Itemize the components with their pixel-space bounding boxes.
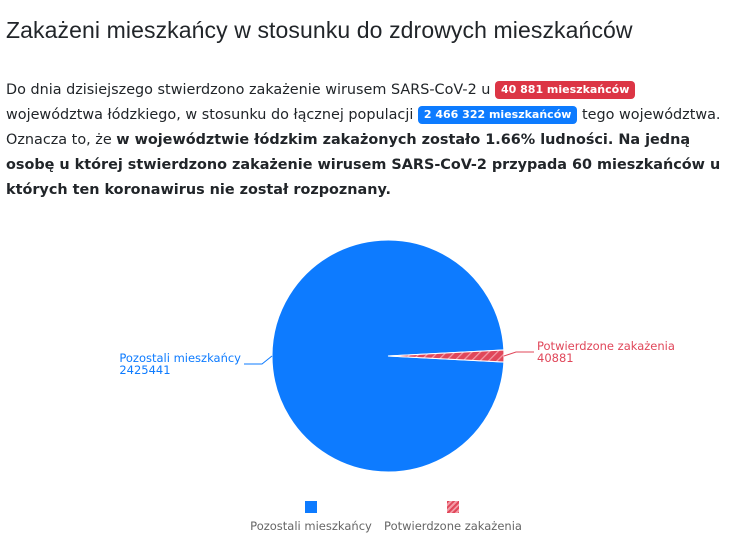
- callout-line-0: [244, 356, 272, 364]
- page-title: Zakażeni mieszkańcy w stosunku do zdrowych mieszkańców: [6, 17, 633, 43]
- legend-item-0[interactable]: [250, 501, 372, 533]
- callout-value-0: 2425441: [119, 363, 171, 377]
- legend-swatch-0: [305, 501, 317, 513]
- legend-swatch-1: [447, 501, 459, 513]
- population-count-badge: 2 466 322 mieszkańców: [418, 106, 578, 124]
- summary-bold-conclusion: w województwie łódzkim zakażonych zostało 1.66% ludności. Na jedną osobę u której stwierdzono zakażenie wirusem SARS-CoV-2 przypada 60 mieszkańców u których ten koronawirus nie został rozpoznany.: [6, 132, 721, 198]
- callout-line-1: [504, 352, 534, 356]
- chart-legend: [0, 501, 748, 541]
- callout-label-0: Pozostali mieszkańcy: [119, 351, 241, 365]
- summary-text-3: tego województwa. Oznacza to, że: [6, 107, 721, 148]
- legend-label-0: Pozostali mieszkańcy: [250, 519, 372, 533]
- summary-text-2: województwa łódzkiego, w stosunku do łącznej populacji: [6, 107, 418, 123]
- legend-label-1: Potwierdzone zakażenia: [384, 519, 522, 533]
- summary-text-1: Do dnia dzisiejszego stwierdzono zakażenie wirusem SARS-CoV-2 u: [6, 82, 495, 98]
- callout-value-1: 40881: [537, 351, 574, 365]
- infected-count-badge: 40 881 mieszkańców: [495, 81, 635, 99]
- legend-item-1[interactable]: [384, 501, 522, 533]
- callout-label-1: Potwierdzone zakażenia: [537, 339, 675, 353]
